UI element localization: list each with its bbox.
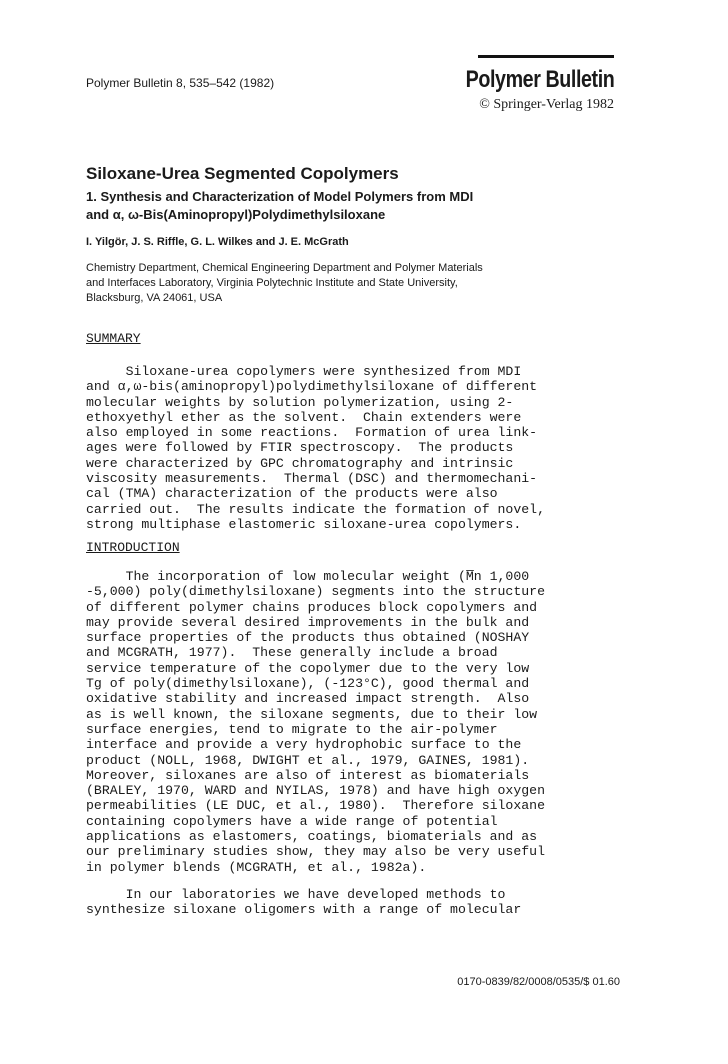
summary-heading: SUMMARY [86, 331, 141, 346]
article-title: Siloxane-Urea Segmented Copolymers [86, 164, 399, 183]
affiliation [86, 261, 646, 306]
affiliation-line: Blacksburg, VA 24061, USA [86, 292, 223, 304]
journal-name: Polymer Bulletin [465, 66, 614, 93]
copyright-notice: © Springer-Verlag 1982 [479, 97, 614, 112]
affiliation-line: and Interfaces Laboratory, Virginia Polytechnic Institute and State University, [86, 277, 458, 289]
subtitle-line: 1. Synthesis and Characterization of Model Polymers from MDI [86, 189, 474, 204]
copyright-code: 0170-0839/82/0008/0535/$ 01.60 [457, 976, 620, 988]
article-subtitle [86, 188, 646, 224]
author-list: I. Yilgör, J. S. Riffle, G. L. Wilkes and J. E. McGrath [86, 236, 349, 248]
affiliation-line: Chemistry Department, Chemical Engineering Department and Polymer Materials [86, 262, 483, 274]
introduction-paragraph: The incorporation of low molecular weight (M̅n 1,000 -5,000) poly(dimethylsiloxane) segments into the structure of different polymer chains produces block copolymers and may provide several desired improvements in the bulk and surface properties of the products thus obtained (NOSHAY and MCGRATH, 1977). These generally include a broad service temperature of the copolymer due to the very low Tg of poly(dimethylsiloxane), (-123°C), good thermal and oxidative stability and increased impact strength. Also as is well known, the siloxane segments, due to their low surface energies, tend to migrate to the air-polymer interface and provide a very hydrophobic surface to the product (NOLL, 1968, DWIGHT et al., 1979, GAINES, 1981). Moreover, siloxanes are also of interest as biomaterials (BRALEY, 1970, WARD and NYILAS, 1978) and have high oxygen permeabilities (LE DUC, et al., 1980). Therefore siloxane containing copolymers have a wide range of potential applications as elastomers, coatings, biomaterials and as our preliminary studies show, they may also be very useful in polymer blends (MCGRATH, et al., 1982a). [86, 569, 545, 875]
summary-text: Siloxane-urea copolymers were synthesized from MDI and α,ω-bis(aminopropyl)polydimethylsiloxane of different molecular weights by solution polymerization, using 2- ethoxyethyl ether as the solvent. Chain extenders were also employed in some reactions. Formation of urea link- ages were followed by FTIR spectroscopy. The products were characterized by GPC chromatography and intrinsic viscosity measurements. Thermal (DSC) and thermomechani- cal (TMA) characterization of the products were also carried out. The results indicate the formation of novel, strong multiphase elastomeric siloxane-urea copolymers. [86, 364, 545, 532]
introduction-heading: INTRODUCTION [86, 540, 180, 555]
subtitle-line: and α, ω-Bis(Aminopropyl)Polydimethylsiloxane [86, 207, 386, 222]
journal-citation: Polymer Bulletin 8, 535–542 (1982) [86, 76, 275, 90]
header-rule [478, 55, 614, 58]
introduction-paragraph: In our laboratories we have developed methods to synthesize siloxane oligomers with a range of molecular [86, 887, 522, 918]
